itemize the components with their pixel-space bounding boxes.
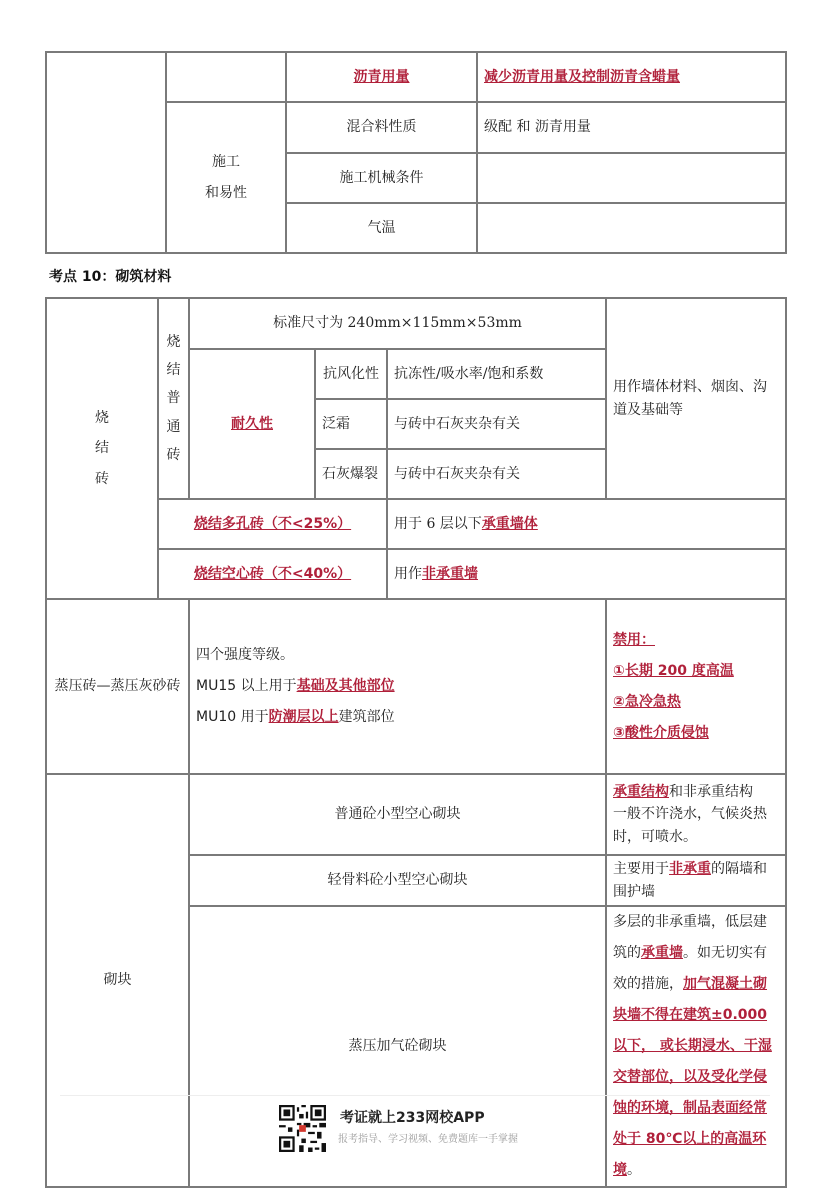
- measure-machinery: [477, 153, 786, 203]
- standard-size: 标准尺寸为 240mm×115mm×53mm: [189, 298, 606, 349]
- lime-burst-desc: 与砖中石灰夹杂有关: [387, 449, 606, 499]
- factor-asphalt-content: 沥青用量: [353, 68, 410, 85]
- lime-burst-label: 石灰爆裂: [315, 449, 387, 499]
- qr-code-icon: [279, 1105, 326, 1152]
- factor-mix: 混合料性质: [286, 102, 477, 153]
- perforated-usage: 用于 6 层以下承重墙体: [387, 499, 786, 549]
- table-cell-empty: [46, 52, 166, 253]
- block-aerated-desc: 多层的非承重墙，低层建筑的承重墙。如无切实有效的措施，加气混凝土砌块墙不得在建筑±0.000 以下， 或长期浸水、干湿交替部位，以及受化学侵蚀的环境，制品表面经常处于 80℃以上的高温环境。: [606, 906, 786, 1187]
- ordinary-brick-label: 烧 结 普 通 砖: [158, 298, 189, 499]
- autoclaved-bans: 禁用： ①长期 200 度高温 ②急冷急热 ③酸性介质侵蚀: [606, 599, 786, 774]
- efflorescence-label: 泛霜: [315, 399, 387, 449]
- block-lightweight-desc: 主要用于非承重的隔墙和围护墙: [606, 855, 786, 906]
- block-label: 砌块: [46, 774, 189, 1187]
- brick-usage: 用作墙体材料、烟囱、沟道及基础等: [606, 298, 786, 499]
- block-lightweight: 轻骨料砼小型空心砌块: [189, 855, 606, 906]
- fired-brick-label: 烧 结 砖: [46, 298, 158, 599]
- table-cell-empty: [166, 52, 286, 102]
- measure-temperature: [477, 203, 786, 253]
- block-aerated: 蒸压加气砼砌块: [189, 906, 606, 1187]
- footer-brand: 考证就上233网校APP: [340, 1110, 485, 1126]
- footer-slogan: 报考指导、学习视频、免费题库一手掌握: [338, 1134, 518, 1145]
- measure-asphalt-content: 减少沥青用量及控制沥青含蜡量: [484, 68, 680, 85]
- factor-temperature: 气温: [286, 203, 477, 253]
- group-workability: 施工 和易性: [166, 102, 286, 253]
- weathering-label: 抗风化性: [315, 349, 387, 399]
- block-ordinary: 普通砼小型空心砌块: [189, 774, 606, 855]
- autoclaved-grades: 四个强度等级。 MU15 以上用于基础及其他部位 MU10 用于防潮层以上建筑部位: [189, 599, 606, 774]
- measure-mix: 级配 和 沥青用量: [477, 102, 786, 153]
- section-heading: 考点 10：砌筑材料: [49, 269, 172, 285]
- table-asphalt-factors: [45, 51, 787, 254]
- weathering-desc: 抗冻性/吸水率/饱和系数: [387, 349, 606, 399]
- efflorescence-desc: 与砖中石灰夹杂有关: [387, 399, 606, 449]
- hollow-brick: 烧结空心砖（不<40%）: [193, 565, 352, 582]
- factor-machinery: 施工机械条件: [286, 153, 477, 203]
- table-masonry-materials: [45, 297, 787, 1188]
- perforated-brick: 烧结多孔砖（不<25%）: [193, 515, 352, 532]
- hollow-usage: 用作非承重墙: [387, 549, 786, 599]
- autoclaved-brick-label: 蒸压砖—蒸压灰砂砖: [46, 599, 189, 774]
- durability-label: 耐久性: [231, 415, 273, 432]
- block-ordinary-desc: 承重结构和非承重结构 一般不许浇水，气候炎热时，可喷水。: [606, 774, 786, 855]
